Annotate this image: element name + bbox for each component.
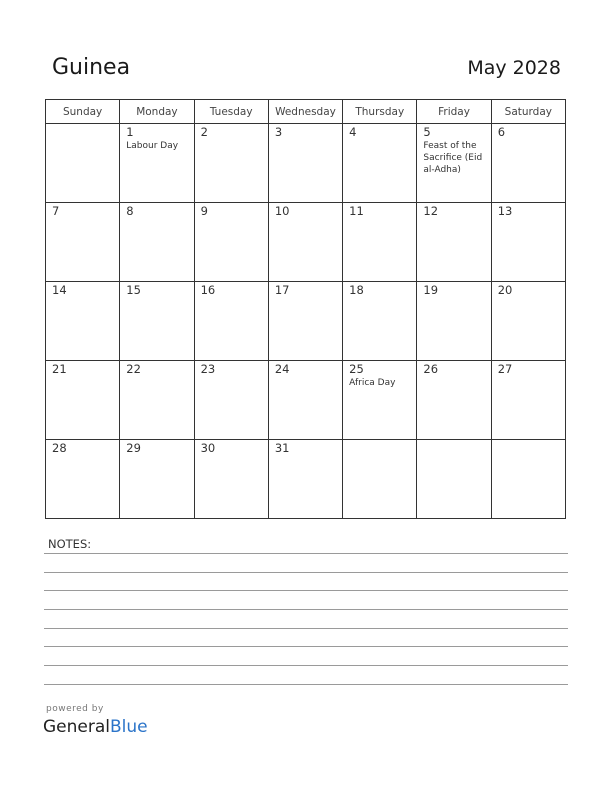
weekday-header: Saturday <box>491 100 565 124</box>
day-cell <box>46 282 120 361</box>
week-row <box>46 282 566 361</box>
day-number: 7 <box>52 204 60 218</box>
note-line <box>44 665 568 666</box>
note-line <box>44 628 568 629</box>
day-number: 17 <box>274 283 290 297</box>
weekday-header: Thursday <box>343 100 417 124</box>
day-cell <box>268 203 342 282</box>
brand-part-blue: Blue <box>110 717 148 737</box>
day-cell <box>417 440 491 519</box>
day-number: 25 <box>349 362 364 376</box>
day-number: 21 <box>52 362 67 376</box>
day-number: 26 <box>423 362 439 376</box>
day-cell <box>120 203 194 282</box>
day-number: 22 <box>126 362 141 376</box>
week-row <box>46 203 566 282</box>
day-cell <box>194 124 268 203</box>
day-number: 3 <box>274 125 283 139</box>
day-cell <box>491 440 565 519</box>
powered-by-text: powered by <box>46 704 104 714</box>
week-row <box>46 361 566 440</box>
day-number: 18 <box>349 283 364 297</box>
day-number: 23 <box>200 362 216 376</box>
weekday-header: Monday <box>120 100 194 124</box>
calendar-grid <box>45 99 566 519</box>
day-cell <box>194 282 268 361</box>
day-cell <box>46 124 120 203</box>
day-cell <box>417 203 491 282</box>
day-number: 9 <box>200 204 208 218</box>
day-number: 11 <box>349 204 364 218</box>
day-cell <box>343 203 417 282</box>
generalblue-logo <box>43 717 148 737</box>
weekday-header: Wednesday <box>268 100 342 124</box>
holiday-label: Africa Day <box>349 378 396 388</box>
day-number: 12 <box>423 204 439 218</box>
note-line <box>44 646 568 647</box>
day-cell <box>46 361 120 440</box>
day-number: 16 <box>200 283 216 297</box>
note-line <box>44 590 568 591</box>
note-line <box>44 553 568 554</box>
day-cell <box>491 361 565 440</box>
month-year-title: May 2028 <box>467 57 561 79</box>
weekday-header: Tuesday <box>194 100 268 124</box>
day-cell <box>491 124 565 203</box>
day-cell <box>120 440 194 519</box>
day-cell <box>417 361 491 440</box>
day-number: 19 <box>423 283 439 297</box>
day-number: 29 <box>126 441 141 455</box>
weekday-header: Sunday <box>46 100 120 124</box>
day-cell <box>343 440 417 519</box>
day-number: 20 <box>497 283 513 297</box>
week-row <box>46 440 566 519</box>
day-number: 14 <box>52 283 67 297</box>
day-cell <box>343 361 417 440</box>
holiday-label: Feast of the Sacrifice (Eid al-Adha) <box>423 141 483 175</box>
day-cell <box>268 440 342 519</box>
country-title: Guinea <box>52 55 131 80</box>
day-number: 2 <box>200 125 208 139</box>
day-cell <box>46 440 120 519</box>
day-number: 8 <box>126 204 134 218</box>
day-cell <box>194 361 268 440</box>
day-cell <box>417 124 491 203</box>
notes-label: NOTES: <box>48 537 92 551</box>
day-number: 15 <box>126 283 141 297</box>
day-number: 5 <box>423 125 431 139</box>
weekday-header-row <box>46 100 566 124</box>
day-cell <box>268 361 342 440</box>
day-number: 27 <box>497 362 513 376</box>
day-number: 4 <box>349 125 357 139</box>
day-cell <box>343 282 417 361</box>
week-row <box>46 124 566 203</box>
weekday-header: Friday <box>417 100 491 124</box>
day-number: 10 <box>274 204 290 218</box>
day-cell <box>268 282 342 361</box>
day-cell <box>343 124 417 203</box>
note-line <box>44 572 568 573</box>
day-cell <box>491 203 565 282</box>
day-cell <box>194 440 268 519</box>
day-cell <box>268 124 342 203</box>
day-number: 1 <box>126 125 134 139</box>
day-cell <box>120 124 194 203</box>
day-cell <box>120 282 194 361</box>
day-number: 30 <box>200 441 216 455</box>
day-cell <box>194 203 268 282</box>
day-cell <box>46 203 120 282</box>
day-cell <box>417 282 491 361</box>
day-number: 6 <box>497 125 506 139</box>
day-number: 28 <box>52 441 67 455</box>
note-line <box>44 684 568 685</box>
day-number: 24 <box>274 362 290 376</box>
day-cell <box>491 282 565 361</box>
day-cell <box>120 361 194 440</box>
day-number: 13 <box>497 204 513 218</box>
brand-part-general: General <box>43 717 110 737</box>
note-line <box>44 609 568 610</box>
day-number: 31 <box>274 441 290 455</box>
holiday-label: Labour Day <box>126 141 179 151</box>
